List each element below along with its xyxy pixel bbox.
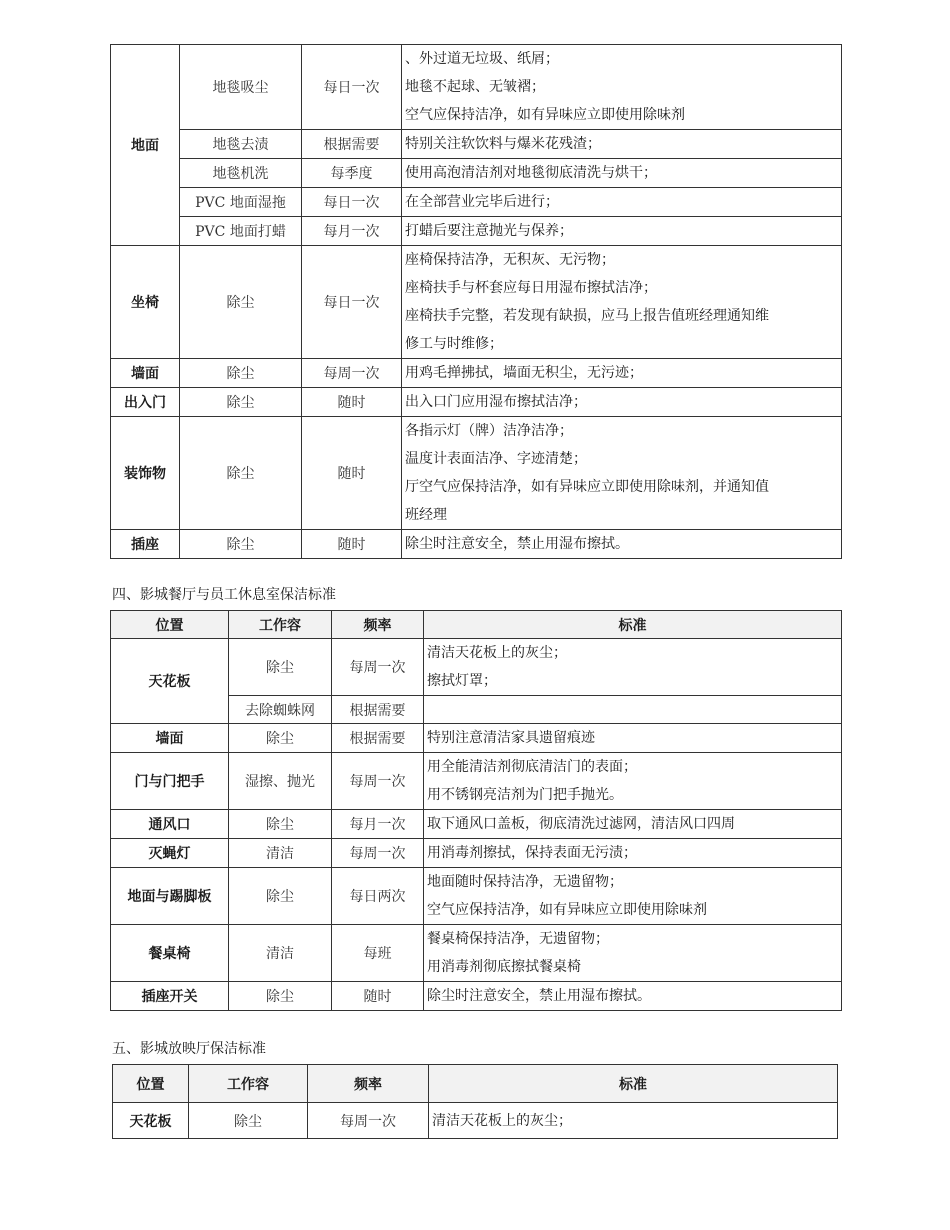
standard-cell [402, 246, 842, 359]
work-cell: 清洁 [229, 839, 332, 868]
table-row [111, 839, 842, 868]
standard-cell [424, 925, 842, 982]
standard-line: 地面随时保持洁净，无遗留物； [427, 874, 623, 890]
work-cell: 除尘 [229, 810, 332, 839]
header-frequency: 频率 [332, 611, 424, 639]
location-cell: 灭蝇灯 [111, 839, 229, 868]
standard-cell [402, 359, 842, 388]
standard-line: 地毯不起球、无皱褶； [405, 79, 545, 95]
cleaning-table-restaurant [110, 610, 842, 1011]
standard-line: 除尘时注意安全，禁止用湿布擦拭。 [405, 536, 629, 552]
standard-line: 班经理 [405, 507, 447, 523]
standard-line: 除尘时注意安全，禁止用湿布擦拭。 [427, 988, 651, 1004]
header-work: 工作容 [189, 1065, 308, 1103]
work-cell: 除尘 [180, 359, 302, 388]
location-cell: 通风口 [111, 810, 229, 839]
frequency-cell: 随时 [302, 388, 402, 417]
section-title-screening-hall: 五、影城放映厅保洁标准 [112, 1041, 266, 1057]
work-cell: 地毯去渍 [180, 130, 302, 159]
frequency-cell: 随时 [302, 417, 402, 530]
work-cell: PVC 地面湿拖 [180, 188, 302, 217]
table-row [111, 417, 842, 530]
header-frequency: 频率 [308, 1065, 429, 1103]
cleaning-table-screening-hall [112, 1064, 838, 1139]
table-row [111, 388, 842, 417]
frequency-cell: 根据需要 [302, 130, 402, 159]
table-row [111, 639, 842, 696]
work-cell: 去除蜘蛛网 [229, 696, 332, 724]
table-row [111, 753, 842, 810]
location-cell: 地面与踢脚板 [111, 868, 229, 925]
frequency-cell: 每周一次 [332, 839, 424, 868]
standard-line: 打蜡后要注意抛光与保养； [405, 223, 573, 239]
work-cell: 除尘 [229, 639, 332, 696]
frequency-cell: 根据需要 [332, 724, 424, 753]
standard-line: 座椅保持洁净，无积灰、无污物； [405, 252, 615, 268]
frequency-cell: 每班 [332, 925, 424, 982]
standard-line: 清洁天花板上的灰尘； [427, 645, 567, 661]
standard-cell [402, 388, 842, 417]
location-cell: 天花板 [111, 639, 229, 724]
standard-cell [402, 217, 842, 246]
table-row [111, 45, 842, 130]
table-row [111, 159, 842, 188]
standard-line: 用消毒剂擦拭，保持表面无污渍； [427, 845, 637, 861]
standard-cell [424, 639, 842, 696]
location-cell: 插座开关 [111, 982, 229, 1011]
standard-cell [424, 839, 842, 868]
frequency-cell: 每周一次 [302, 359, 402, 388]
standard-cell [402, 45, 842, 130]
work-cell: 除尘 [180, 388, 302, 417]
frequency-cell: 每季度 [302, 159, 402, 188]
table-row [111, 359, 842, 388]
standard-cell [402, 130, 842, 159]
standard-cell [424, 982, 842, 1011]
header-standard: 标准 [424, 611, 842, 639]
location-cell: 天花板 [113, 1103, 189, 1139]
frequency-cell: 每日两次 [332, 868, 424, 925]
standard-cell [424, 810, 842, 839]
standard-line: 座椅扶手与杯套应每日用湿布擦拭洁净； [405, 280, 657, 296]
table-row [111, 530, 842, 559]
standard-cell [402, 530, 842, 559]
frequency-cell: 每日一次 [302, 246, 402, 359]
standard-line: 空气应保持洁净，如有异味应立即使用除味剂 [427, 902, 707, 918]
location-cell: 门与门把手 [111, 753, 229, 810]
frequency-cell: 随时 [332, 982, 424, 1011]
standard-line: 温度计表面洁净、字迹清楚； [405, 451, 587, 467]
frequency-cell: 每日一次 [302, 188, 402, 217]
work-cell: 除尘 [229, 868, 332, 925]
standard-cell [424, 696, 842, 724]
location-cell: 装饰物 [111, 417, 180, 530]
table-row [111, 130, 842, 159]
work-cell: 除尘 [180, 530, 302, 559]
table-row [111, 925, 842, 982]
standard-line: 出入口门应用湿布擦拭洁净； [405, 394, 587, 410]
standard-line: 厅空气应保持洁净，如有异味应立即使用除味剂，并通知值 [405, 479, 769, 495]
standard-cell [429, 1103, 838, 1139]
work-cell: 地毯机洗 [180, 159, 302, 188]
header-standard: 标准 [429, 1065, 838, 1103]
standard-line: 餐桌椅保持洁净，无遗留物； [427, 931, 609, 947]
work-cell: 除尘 [229, 982, 332, 1011]
header-location: 位置 [113, 1065, 189, 1103]
standard-line: 修工与时维修； [405, 336, 503, 352]
work-cell: 地毯吸尘 [180, 45, 302, 130]
standard-line: 用鸡毛掸拂拭，墙面无积尘，无污迹； [405, 365, 643, 381]
table-row [113, 1103, 838, 1139]
cleaning-table-floor-seats [110, 44, 842, 559]
standard-line: 清洁天花板上的灰尘； [432, 1112, 572, 1129]
frequency-cell: 随时 [302, 530, 402, 559]
table-row [111, 868, 842, 925]
standard-line: 使用高泡清洁剂对地毯彻底清洗与烘干； [405, 165, 657, 181]
frequency-cell: 根据需要 [332, 696, 424, 724]
standard-cell [402, 417, 842, 530]
work-cell: 除尘 [180, 417, 302, 530]
table-row [111, 217, 842, 246]
work-cell: 除尘 [189, 1103, 308, 1139]
standard-line: 、外过道无垃圾、纸屑； [405, 51, 559, 67]
standard-cell [424, 868, 842, 925]
work-cell: 清洁 [229, 925, 332, 982]
work-cell: 除尘 [180, 246, 302, 359]
header-work: 工作容 [229, 611, 332, 639]
frequency-cell: 每周一次 [332, 639, 424, 696]
standard-cell [402, 188, 842, 217]
location-cell: 墙面 [111, 724, 229, 753]
standard-line: 特别注意清洁家具遗留痕迹 [427, 730, 595, 746]
standard-line: 用全能清洁剂彻底清洁门的表面； [427, 759, 637, 775]
standard-line: 各指示灯（牌）洁净洁净； [405, 423, 573, 439]
frequency-cell: 每日一次 [302, 45, 402, 130]
table-row [111, 982, 842, 1011]
header-location: 位置 [111, 611, 229, 639]
work-cell: 除尘 [229, 724, 332, 753]
location-cell: 地面 [111, 45, 180, 246]
standard-line: 用不锈钢亮洁剂为门把手抛光。 [427, 787, 623, 803]
standard-line: 用消毒剂彻底擦拭餐桌椅 [427, 959, 581, 975]
frequency-cell: 每周一次 [308, 1103, 429, 1139]
standard-cell [424, 724, 842, 753]
section-title-restaurant: 四、影城餐厅与员工休息室保洁标准 [112, 587, 336, 603]
standard-line: 座椅扶手完整，若发现有缺损，应马上报告值班经理通知维 [405, 308, 769, 324]
standard-cell [424, 753, 842, 810]
standard-line: 在全部营业完毕后进行； [405, 194, 559, 210]
table-row [111, 810, 842, 839]
standard-cell [402, 159, 842, 188]
table-row [111, 246, 842, 359]
frequency-cell: 每周一次 [332, 753, 424, 810]
work-cell: PVC 地面打蜡 [180, 217, 302, 246]
standard-line: 取下通风口盖板，彻底清洗过滤网，清洁风口四周 [427, 816, 735, 832]
standard-line: 空气应保持洁净，如有异味应立即使用除味剂 [405, 107, 685, 123]
work-cell: 湿擦、抛光 [229, 753, 332, 810]
location-cell: 坐椅 [111, 246, 180, 359]
frequency-cell: 每月一次 [302, 217, 402, 246]
location-cell: 插座 [111, 530, 180, 559]
table-row [111, 188, 842, 217]
table-row [111, 724, 842, 753]
location-cell: 餐桌椅 [111, 925, 229, 982]
standard-line: 特别关注软饮料与爆米花残渣； [405, 136, 601, 152]
standard-line: 擦拭灯罩； [427, 673, 497, 689]
location-cell: 出入门 [111, 388, 180, 417]
frequency-cell: 每月一次 [332, 810, 424, 839]
location-cell: 墙面 [111, 359, 180, 388]
